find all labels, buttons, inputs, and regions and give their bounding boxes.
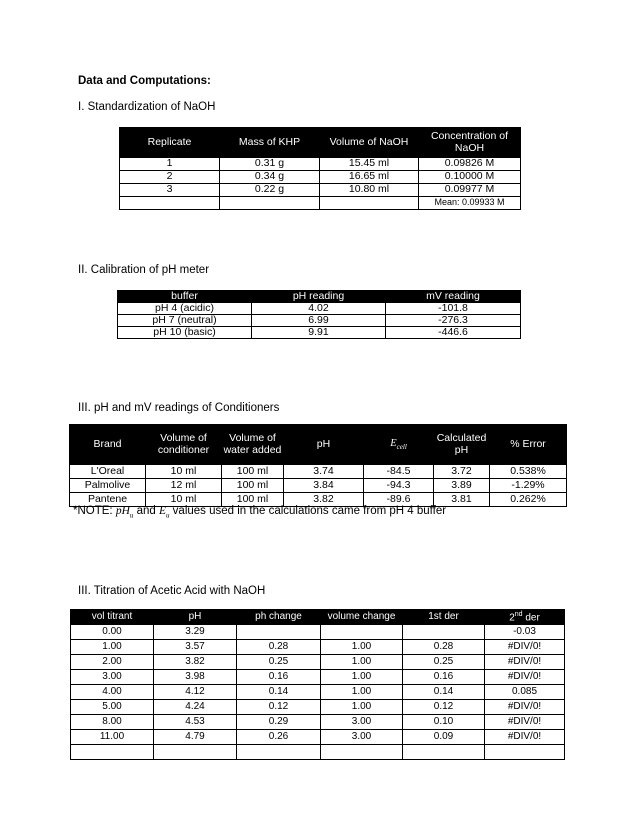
table-cell: 2.00 — [71, 655, 154, 670]
table-cell: 3.82 — [284, 493, 364, 507]
table-cell: 0.085 — [485, 685, 565, 700]
table-cell: pH 7 (neutral) — [118, 315, 252, 327]
section4-title: III. Titration of Acetic Acid with NaOH — [78, 585, 266, 597]
conditioner-readings-table — [69, 424, 567, 507]
table-cell: #DIV/0! — [485, 655, 565, 670]
table-cell: pH 10 (basic) — [118, 327, 252, 339]
col-header: 1st der — [403, 610, 485, 625]
table-cell: 0.10000 M — [419, 171, 521, 184]
section1-title: I. Standardization of NaOH — [78, 101, 216, 113]
col-header: pH reading — [252, 291, 386, 303]
section3-title: III. pH and mV readings of Conditioners — [78, 402, 280, 414]
table-cell: L'Oreal — [70, 465, 146, 479]
table-cell: 3.89 — [434, 479, 490, 493]
table-cell: 3.72 — [434, 465, 490, 479]
table-cell: #DIV/0! — [485, 730, 565, 745]
table-row — [71, 715, 565, 730]
table-cell: 4.79 — [154, 730, 237, 745]
table-cell: 3 — [120, 184, 220, 197]
table-cell: 100 ml — [222, 493, 284, 507]
table-cell: 0.262% — [490, 493, 567, 507]
table-row — [118, 303, 521, 315]
table-cell: 1 — [120, 158, 220, 171]
table-cell: 8.00 — [71, 715, 154, 730]
table-cell: -89.6 — [364, 493, 434, 507]
table-cell: #DIV/0! — [485, 670, 565, 685]
table-row — [120, 184, 521, 197]
col-header: volume change — [321, 610, 403, 625]
table-row — [118, 315, 521, 327]
table-row — [71, 640, 565, 655]
table-cell: 3.74 — [284, 465, 364, 479]
table-cell — [237, 625, 321, 640]
table-cell: 1.00 — [321, 685, 403, 700]
table-cell: 3.84 — [284, 479, 364, 493]
table-cell: 1.00 — [321, 700, 403, 715]
table-cell — [403, 625, 485, 640]
table-cell: 0.25 — [237, 655, 321, 670]
table-row — [118, 327, 521, 339]
table-cell: -84.5 — [364, 465, 434, 479]
table-cell — [154, 745, 237, 760]
table-cell: 4.53 — [154, 715, 237, 730]
table-cell: 0.09 — [403, 730, 485, 745]
table-cell: 0.26 — [237, 730, 321, 745]
table-cell: 0.31 g — [220, 158, 320, 171]
table-row — [120, 171, 521, 184]
table-cell — [237, 745, 321, 760]
table-row — [71, 700, 565, 715]
table-row — [120, 197, 521, 210]
mean-cell: Mean: 0.09933 M — [419, 197, 521, 210]
table-cell: Palmolive — [70, 479, 146, 493]
table-row — [70, 479, 567, 493]
e-symbol: E — [390, 437, 397, 449]
table-cell: 0.28 — [403, 640, 485, 655]
section2-title: II. Calibration of pH meter — [78, 264, 210, 276]
col-header: Mass of KHP — [220, 128, 320, 158]
table-cell: 0.22 g — [220, 184, 320, 197]
table-cell: 0.12 — [237, 700, 321, 715]
col-header: ph change — [237, 610, 321, 625]
col-header: pH — [154, 610, 237, 625]
ph-calibration-table — [117, 290, 521, 339]
titration-table — [70, 609, 565, 760]
table-cell: 1.00 — [321, 640, 403, 655]
table-cell: 0.09826 M — [419, 158, 521, 171]
col-header: 2nd der — [485, 610, 565, 625]
table-cell: -276.3 — [386, 315, 521, 327]
col-header: Replicate — [120, 128, 220, 158]
table-cell — [321, 625, 403, 640]
table-cell: 4.00 — [71, 685, 154, 700]
e-subscript: cell — [396, 442, 407, 451]
table-cell: 0.12 — [403, 700, 485, 715]
table-row — [71, 745, 565, 760]
col-header: buffer — [118, 291, 252, 303]
conditioner-note: *NOTE: $pH_u$ and $E_u$ values used in the calculations came from pH 4 buffer — [73, 505, 447, 520]
table-cell: 3.00 — [321, 730, 403, 745]
table-cell: 10 ml — [146, 493, 222, 507]
col-header: Volume of NaOH — [320, 128, 419, 158]
page-heading: Data and Computations: — [78, 75, 211, 87]
table-cell: 0.538% — [490, 465, 567, 479]
table-cell — [71, 745, 154, 760]
table-row — [71, 625, 565, 640]
table-cell: 4.24 — [154, 700, 237, 715]
table-cell: 100 ml — [222, 479, 284, 493]
table-cell: 3.98 — [154, 670, 237, 685]
table-row — [71, 730, 565, 745]
table-cell — [403, 745, 485, 760]
col-header: Brand — [70, 425, 146, 465]
table-cell: #DIV/0! — [485, 700, 565, 715]
table-cell: 3.00 — [321, 715, 403, 730]
table-cell: 9.91 — [252, 327, 386, 339]
table-row — [71, 685, 565, 700]
table-cell: 0.09977 M — [419, 184, 521, 197]
table-cell: 11.00 — [71, 730, 154, 745]
table-cell: 10.80 ml — [320, 184, 419, 197]
table-cell: 0.14 — [403, 685, 485, 700]
table-cell: 2 — [120, 171, 220, 184]
table-cell: #DIV/0! — [485, 640, 565, 655]
table-cell — [485, 745, 565, 760]
table-cell: -101.8 — [386, 303, 521, 315]
table-cell: 0.00 — [71, 625, 154, 640]
table-cell: 16.65 ml — [320, 171, 419, 184]
table-cell: Pantene — [70, 493, 146, 507]
col-header: mV reading — [386, 291, 521, 303]
col-header: pH — [284, 425, 364, 465]
col-header — [364, 425, 434, 465]
table-cell: 0.34 g — [220, 171, 320, 184]
table-cell: -446.6 — [386, 327, 521, 339]
table-cell: 3.82 — [154, 655, 237, 670]
table-cell: 0.16 — [237, 670, 321, 685]
col-header: Volume of water added — [222, 425, 284, 465]
table-cell: 100 ml — [222, 465, 284, 479]
table-cell: -94.3 — [364, 479, 434, 493]
table-cell: pH 4 (acidic) — [118, 303, 252, 315]
col-header: % Error — [490, 425, 567, 465]
table-row — [71, 670, 565, 685]
col-header: Calculated pH — [434, 425, 490, 465]
table-cell: 10 ml — [146, 465, 222, 479]
table-cell: 5.00 — [71, 700, 154, 715]
table-cell: 0.25 — [403, 655, 485, 670]
table-row — [120, 158, 521, 171]
table-cell: 15.45 ml — [320, 158, 419, 171]
table-cell: 1.00 — [71, 640, 154, 655]
table-cell: #DIV/0! — [485, 715, 565, 730]
table-cell: -1.29% — [490, 479, 567, 493]
naoh-standardization-table — [119, 127, 521, 210]
table-cell: 6.99 — [252, 315, 386, 327]
table-cell: 3.57 — [154, 640, 237, 655]
col-header: Volume of conditioner — [146, 425, 222, 465]
table-cell: 3.29 — [154, 625, 237, 640]
table-cell: 0.29 — [237, 715, 321, 730]
table-cell: 3.81 — [434, 493, 490, 507]
table-cell: 0.10 — [403, 715, 485, 730]
col-header: vol titrant — [71, 610, 154, 625]
table-cell: 1.00 — [321, 655, 403, 670]
table-cell: 12 ml — [146, 479, 222, 493]
table-cell: 3.00 — [71, 670, 154, 685]
table-row — [71, 655, 565, 670]
table-cell: 4.12 — [154, 685, 237, 700]
col-header: Concentration of NaOH — [419, 128, 521, 158]
table-cell — [321, 745, 403, 760]
table-row — [70, 465, 567, 479]
table-cell: 0.16 — [403, 670, 485, 685]
table-cell: -0.03 — [485, 625, 565, 640]
table-cell: 4.02 — [252, 303, 386, 315]
table-cell: 0.14 — [237, 685, 321, 700]
table-cell: 0.28 — [237, 640, 321, 655]
table-cell: 1.00 — [321, 670, 403, 685]
